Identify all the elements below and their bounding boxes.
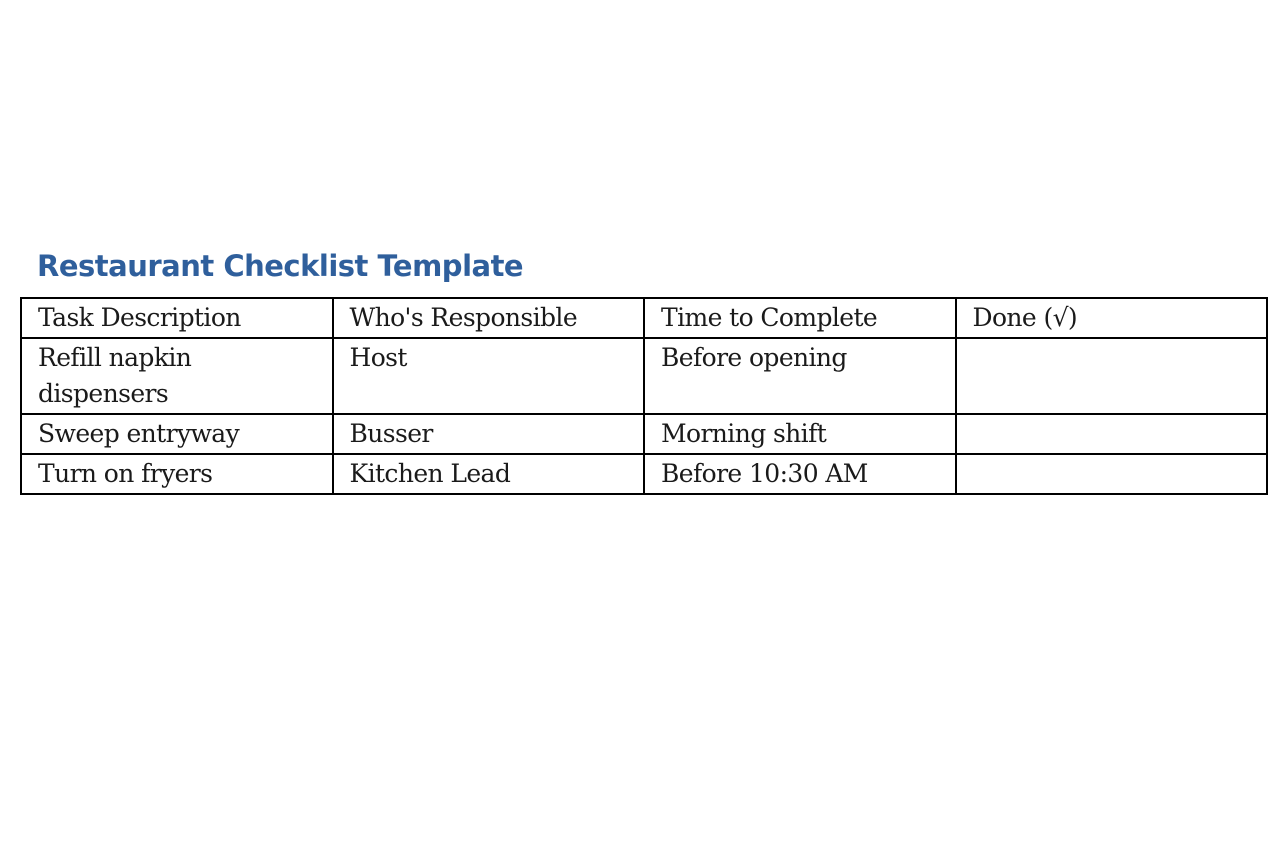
- header-task-label: Task Description: [38, 303, 241, 332]
- done-cell[interactable]: [956, 414, 1268, 454]
- header-who-label: Who's Responsible: [349, 303, 578, 332]
- document-title: Restaurant Checklist Template: [37, 249, 524, 283]
- responsible-cell: [333, 454, 645, 494]
- time-cell: [644, 338, 956, 414]
- table-row: [21, 338, 1267, 414]
- time-text: Morning shift: [661, 419, 827, 448]
- header-whos-responsible: [333, 298, 645, 338]
- header-time-to-complete: [644, 298, 956, 338]
- time-cell: [644, 414, 956, 454]
- responsible-text: Kitchen Lead: [349, 459, 511, 488]
- task-text: Sweep entryway: [38, 419, 240, 448]
- checklist-table: [20, 297, 1268, 495]
- time-cell: [644, 454, 956, 494]
- header-task-description: [21, 298, 333, 338]
- responsible-cell: [333, 338, 645, 414]
- table-header-row: [21, 298, 1267, 338]
- task-cell: [21, 338, 333, 414]
- task-text: Turn on fryers: [38, 459, 213, 488]
- time-text: Before opening: [661, 343, 847, 372]
- responsible-cell: [333, 414, 645, 454]
- time-text: Before 10:30 AM: [661, 459, 868, 488]
- table-row: [21, 454, 1267, 494]
- table-row: [21, 414, 1267, 454]
- header-done: [956, 298, 1268, 338]
- done-cell[interactable]: [956, 454, 1268, 494]
- task-cell: [21, 454, 333, 494]
- task-cell: [21, 414, 333, 454]
- header-time-label: Time to Complete: [661, 303, 878, 332]
- task-text: Refill napkin dispensers: [38, 343, 192, 408]
- done-cell[interactable]: [956, 338, 1268, 414]
- header-done-label: Done (√): [972, 303, 1078, 332]
- responsible-text: Host: [349, 343, 407, 372]
- responsible-text: Busser: [349, 419, 433, 448]
